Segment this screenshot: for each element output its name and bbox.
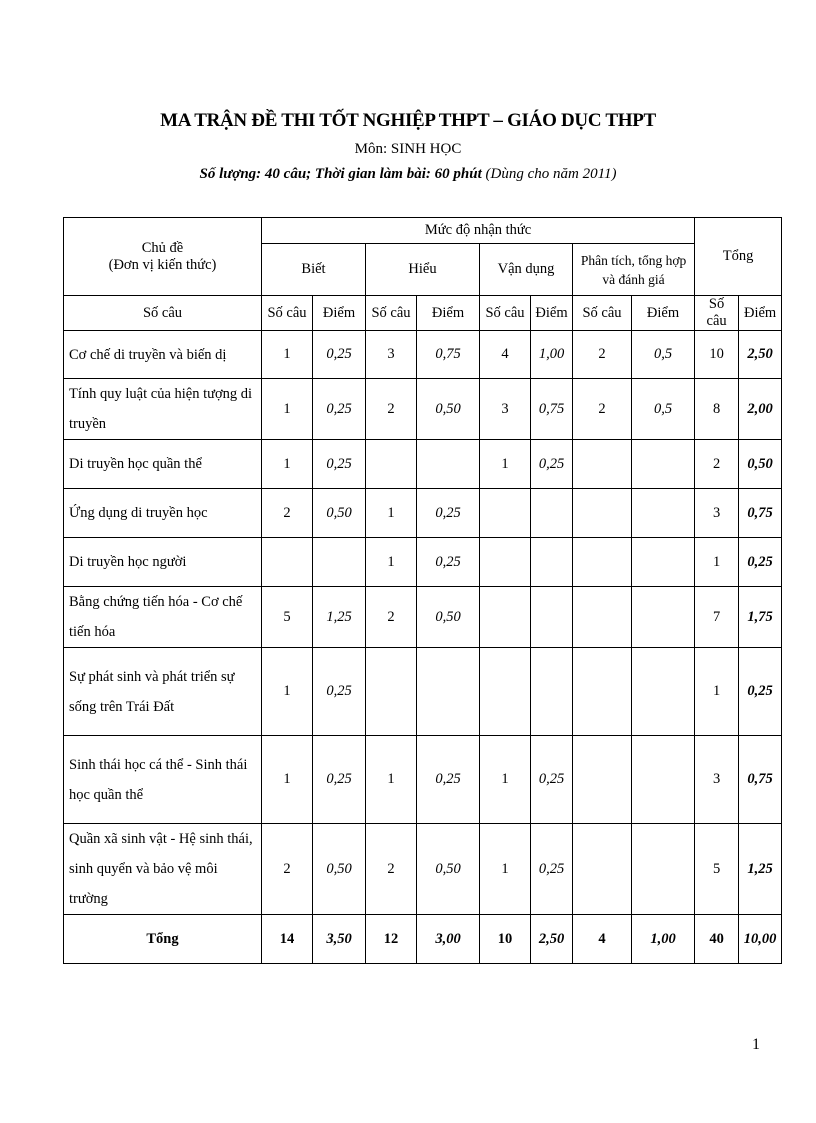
cell-count: 2: [573, 331, 632, 379]
row-topic: Sự phát sinh và phát triển sự sống trên Trái Đất: [64, 648, 262, 736]
cell-count: 1: [262, 648, 313, 736]
header-total: Tổng: [695, 218, 782, 296]
meta-line: [0, 166, 816, 183]
header-sub-count: Số câu: [695, 296, 739, 331]
cell-count: [573, 587, 632, 648]
cell-score: [632, 648, 695, 736]
cell-score: 1,25: [313, 587, 366, 648]
header-level-biet: Biết: [262, 244, 366, 296]
row-topic: Sinh thái học cá thể - Sinh thái học quần thể: [64, 736, 262, 824]
table-row: [64, 538, 782, 587]
cell-total-score: 2,00: [739, 379, 782, 440]
cell-count: [480, 538, 531, 587]
header-sub-count: Số câu: [573, 296, 632, 331]
header-topic-line1: Chủ đề: [141, 239, 184, 256]
cell-score: 0,25: [313, 736, 366, 824]
subject-line: Môn: SINH HỌC: [354, 141, 462, 157]
cell-score: 0,25: [313, 648, 366, 736]
cell-total-count: 3: [695, 489, 739, 538]
row-topic: Cơ chế di truyền và biến dị: [64, 331, 262, 379]
cell-score: [632, 736, 695, 824]
total-score: 2,50: [531, 915, 573, 964]
cell-score: [531, 587, 573, 648]
row-topic: Tính quy luật của hiện tượng di truyền: [64, 379, 262, 440]
header-topic-line2: (Đơn vị kiến thức): [108, 256, 217, 273]
table-row: [64, 379, 782, 440]
cell-score: 0,50: [313, 489, 366, 538]
cell-count: 2: [366, 824, 417, 915]
cell-count: 2: [262, 824, 313, 915]
cell-score: 0,5: [632, 331, 695, 379]
cell-count: 5: [262, 587, 313, 648]
cell-count: [366, 440, 417, 489]
cell-score: [632, 538, 695, 587]
cell-score: 1,00: [531, 331, 573, 379]
header-level-group: Mức độ nhận thức: [262, 218, 695, 244]
table-row: [64, 824, 782, 915]
cell-score: [531, 648, 573, 736]
cell-count: 2: [573, 379, 632, 440]
cell-total-count: 5: [695, 824, 739, 915]
cell-count: [573, 489, 632, 538]
row-topic: Di truyền học người: [64, 538, 262, 587]
cell-score: [417, 440, 480, 489]
header-sub-count: Số câu: [64, 296, 262, 331]
cell-count: 3: [366, 331, 417, 379]
cell-score: 0,25: [531, 736, 573, 824]
header-sub-score: Điểm: [531, 296, 573, 331]
table-row: [64, 587, 782, 648]
page-number: 1: [752, 1036, 760, 1053]
header-sub-count: Số câu: [366, 296, 417, 331]
cell-count: 3: [480, 379, 531, 440]
cell-score: 0,5: [632, 379, 695, 440]
cell-score: 0,25: [417, 489, 480, 538]
cell-total-score: 1,75: [739, 587, 782, 648]
document-title: MA TRẬN ĐỀ THI TỐT NGHIỆP THPT – GIÁO DỤC THPT: [160, 110, 656, 131]
cell-score: 0,25: [531, 824, 573, 915]
cell-total-score: 1,25: [739, 824, 782, 915]
cell-count: 2: [366, 587, 417, 648]
table-row: [64, 440, 782, 489]
cell-total-score: 0,50: [739, 440, 782, 489]
cell-score: 0,25: [313, 379, 366, 440]
cell-total-count: 7: [695, 587, 739, 648]
cell-total-score: 0,25: [739, 538, 782, 587]
cell-score: [531, 538, 573, 587]
table-row: [64, 648, 782, 736]
header-sub-score: Điểm: [739, 296, 782, 331]
cell-score: [313, 538, 366, 587]
row-topic: Di truyền học quần thể: [64, 440, 262, 489]
total-score: 3,00: [417, 915, 480, 964]
cell-total-score: 0,25: [739, 648, 782, 736]
cell-count: 1: [366, 538, 417, 587]
cell-score: [632, 587, 695, 648]
cell-count: 1: [262, 736, 313, 824]
header-sub-score: Điểm: [313, 296, 366, 331]
exam-matrix-table: [63, 217, 782, 964]
cell-count: 1: [480, 440, 531, 489]
cell-total-count: 3: [695, 736, 739, 824]
cell-score: [632, 489, 695, 538]
cell-count: [480, 648, 531, 736]
cell-score: [531, 489, 573, 538]
cell-total-count: 1: [695, 538, 739, 587]
header-sub-count: Số câu: [480, 296, 531, 331]
cell-total-score: 0,75: [739, 489, 782, 538]
cell-score: 0,50: [417, 824, 480, 915]
row-topic: Bằng chứng tiến hóa - Cơ chế tiến hóa: [64, 587, 262, 648]
header-sub-count: Số câu: [262, 296, 313, 331]
meta-bold: Số lượng: 40 câu; Thời gian làm bài: 60 phút: [199, 166, 482, 182]
cell-score: [417, 648, 480, 736]
header-level-van-dung: Vận dụng: [480, 244, 573, 296]
cell-count: [366, 648, 417, 736]
cell-count: 1: [262, 440, 313, 489]
cell-count: 1: [480, 824, 531, 915]
cell-total-score: 2,50: [739, 331, 782, 379]
cell-count: [573, 824, 632, 915]
cell-score: 0,75: [531, 379, 573, 440]
cell-score: 0,50: [417, 587, 480, 648]
grand-total-score: 10,00: [739, 915, 782, 964]
cell-count: [573, 538, 632, 587]
cell-count: 2: [262, 489, 313, 538]
header-sub-score: Điểm: [417, 296, 480, 331]
cell-count: 4: [480, 331, 531, 379]
header-topic: [64, 218, 262, 296]
cell-score: 0,25: [417, 538, 480, 587]
cell-count: [480, 489, 531, 538]
cell-total-count: 1: [695, 648, 739, 736]
header-level-hieu: Hiểu: [366, 244, 480, 296]
cell-count: [480, 587, 531, 648]
cell-score: 0,25: [313, 440, 366, 489]
cell-count: [573, 648, 632, 736]
cell-score: 0,75: [417, 331, 480, 379]
total-count: 10: [480, 915, 531, 964]
table-row: [64, 331, 782, 379]
total-row: [64, 915, 782, 964]
total-count: 4: [573, 915, 632, 964]
cell-count: 1: [366, 489, 417, 538]
total-score: 1,00: [632, 915, 695, 964]
cell-total-count: 2: [695, 440, 739, 489]
cell-score: 0,25: [313, 331, 366, 379]
cell-total-count: 10: [695, 331, 739, 379]
grand-total-count: 40: [695, 915, 739, 964]
cell-count: [573, 440, 632, 489]
cell-count: 1: [262, 379, 313, 440]
cell-count: 2: [366, 379, 417, 440]
cell-total-score: 0,75: [739, 736, 782, 824]
cell-count: 1: [480, 736, 531, 824]
row-topic: Quần xã sinh vật - Hệ sinh thái, sinh quyển và bảo vệ môi trường: [64, 824, 262, 915]
cell-score: [632, 824, 695, 915]
cell-count: 1: [262, 331, 313, 379]
total-count: 14: [262, 915, 313, 964]
cell-score: 0,25: [531, 440, 573, 489]
total-score: 3,50: [313, 915, 366, 964]
header-level-phan-tich: Phân tích, tổng hợp và đánh giá: [573, 244, 695, 296]
total-count: 12: [366, 915, 417, 964]
cell-total-count: 8: [695, 379, 739, 440]
total-row-label: Tổng: [64, 915, 262, 964]
table-row: [64, 736, 782, 824]
cell-score: [632, 440, 695, 489]
cell-score: 0,50: [417, 379, 480, 440]
cell-score: 0,25: [417, 736, 480, 824]
header-sub-score: Điểm: [632, 296, 695, 331]
cell-count: 1: [366, 736, 417, 824]
row-topic: Ứng dụng di truyền học: [64, 489, 262, 538]
table-row: [64, 489, 782, 538]
cell-count: [262, 538, 313, 587]
meta-italic: (Dùng cho năm 2011): [481, 166, 617, 182]
cell-count: [573, 736, 632, 824]
cell-score: 0,50: [313, 824, 366, 915]
